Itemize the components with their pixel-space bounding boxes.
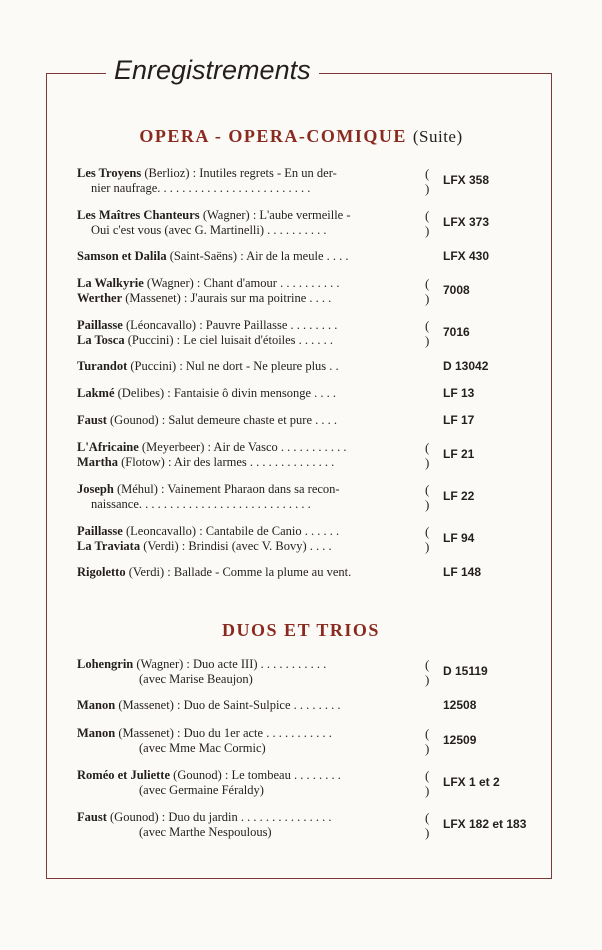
record-entry	[77, 565, 517, 580]
brace-mark: ( )	[425, 726, 430, 756]
section-title-duos	[0, 620, 602, 641]
work-title: La Traviata	[77, 539, 141, 553]
brace-mark: ( )	[425, 440, 430, 470]
catalog-number: D 13042	[443, 359, 489, 373]
entry-description: (Saint-Saëns) : Air de la meule . . . .	[166, 249, 349, 263]
record-entry	[77, 768, 517, 798]
entry-description: (Leoncavallo) : Cantabile de Canio . . . . . .	[122, 524, 340, 538]
brace-mark: ( )	[425, 657, 430, 687]
entry-description: (Gounod) : Le tombeau . . . . . . . .	[170, 768, 341, 782]
catalog-number: LFX 1 et 2	[443, 775, 500, 789]
entry-description: Oui c'est vous (avec G. Martinelli) . . . . . . . . . .	[91, 223, 327, 237]
catalog-number: 12509	[443, 733, 477, 747]
record-entry	[77, 386, 517, 401]
brace-mark: ( )	[425, 208, 430, 238]
record-entry	[77, 657, 517, 687]
record-entry	[77, 208, 517, 238]
section-title-opera	[0, 126, 602, 147]
entry-description: (Léoncavallo) : Pauvre Paillasse . . . . . . . .	[122, 318, 338, 332]
brace-mark: ( )	[425, 276, 430, 306]
work-title: Paillasse	[77, 318, 123, 332]
record-entry	[77, 318, 517, 348]
entry-description: (Delibes) : Fantaisie ô divin mensonge . . . .	[114, 386, 336, 400]
work-title: Les Troyens	[77, 166, 142, 180]
catalog-number: LF 94	[443, 531, 475, 545]
brace-mark: ( )	[425, 810, 430, 840]
work-title: Paillasse	[77, 524, 123, 538]
entry-description: (Berlioz) : Inutiles regrets - En un der-	[141, 166, 337, 180]
work-title: Joseph	[77, 482, 114, 496]
section-title-suffix: (Suite)	[412, 127, 463, 146]
work-title: Les Maîtres Chanteurs	[77, 208, 200, 222]
section-title-text: DUOS ET TRIOS	[222, 620, 380, 640]
catalog-number: LF 22	[443, 489, 475, 503]
catalog-number: LF 148	[443, 565, 482, 579]
record-entry	[77, 698, 517, 713]
entry-description: (Massenet) : Duo de Saint-Sulpice . . . . . . . .	[115, 698, 341, 712]
entry-description: (Méhul) : Vainement Pharaon dans sa recon-	[113, 482, 340, 496]
entry-description: (Massenet) : Duo du 1er acte . . . . . . . . . . .	[115, 726, 332, 740]
entry-description: (Verdi) : Brindisi (avec V. Bovy) . . . .	[140, 539, 332, 553]
entry-description: (Wagner) : Duo acte III) . . . . . . . . . . .	[133, 657, 327, 671]
work-title: Werther	[77, 291, 123, 305]
work-title: Turandot	[77, 359, 128, 373]
catalog-number: LFX 430	[443, 249, 490, 263]
work-title: Roméo et Juliette	[77, 768, 171, 782]
catalog-number: LF 17	[443, 413, 475, 427]
record-entry	[77, 359, 517, 374]
catalog-number: LF 21	[443, 447, 475, 461]
catalog-number: LF 13	[443, 386, 475, 400]
entry-description: (Flotow) : Air des larmes . . . . . . . . . . . . . .	[117, 455, 335, 469]
catalog-number: D 15119	[443, 664, 488, 678]
entry-description: (avec Marise Beaujon)	[139, 672, 253, 686]
catalog-number: LFX 373	[443, 215, 490, 229]
brace-mark: ( )	[425, 482, 430, 512]
record-entry	[77, 276, 517, 306]
catalog-number: LFX 358	[443, 173, 490, 187]
record-entry	[77, 482, 517, 512]
brace-mark: ( )	[425, 768, 430, 798]
work-title: Rigoletto	[77, 565, 126, 579]
catalog-number: 7016	[443, 325, 470, 339]
work-title: Faust	[77, 413, 107, 427]
entry-description: (Puccini) : Le ciel luisait d'étoiles . . . . . .	[124, 333, 334, 347]
work-title: Lakmé	[77, 386, 115, 400]
work-title: Samson et Dalila	[77, 249, 167, 263]
entry-description: (Puccini) : Nul ne dort - Ne pleure plus . .	[127, 359, 339, 373]
work-title: Faust	[77, 810, 107, 824]
entry-description: (Verdi) : Ballade - Comme la plume au vent.	[125, 565, 352, 579]
record-entry	[77, 810, 527, 840]
entry-description: (Meyerbeer) : Air de Vasco . . . . . . . . . . .	[138, 440, 347, 454]
record-entry	[77, 413, 517, 428]
catalog-number: 12508	[443, 698, 477, 712]
record-entry	[77, 249, 517, 264]
entry-description: (Wagner) : L'aube vermeille -	[199, 208, 351, 222]
brace-mark: ( )	[425, 524, 430, 554]
entry-description: (Gounod) : Duo du jardin . . . . . . . . . . . . . . .	[106, 810, 332, 824]
entry-description: naissance. . . . . . . . . . . . . . . . . . . . . . . . . . . .	[91, 497, 311, 511]
work-title: Martha	[77, 455, 118, 469]
record-entry	[77, 726, 517, 756]
work-title: Manon	[77, 698, 116, 712]
work-title: L'Africaine	[77, 440, 139, 454]
brace-mark: ( )	[425, 318, 430, 348]
catalog-number: 7008	[443, 283, 470, 297]
entry-description: (Gounod) : Salut demeure chaste et pure . . . .	[106, 413, 338, 427]
work-title: Lohengrin	[77, 657, 134, 671]
section-title-text: OPERA - OPERA-COMIQUE	[139, 126, 407, 146]
entry-description: (avec Marthe Nespoulous)	[139, 825, 272, 839]
work-title: La Tosca	[77, 333, 125, 347]
record-entry	[77, 440, 517, 470]
entry-description: (avec Germaine Féraldy)	[139, 783, 264, 797]
work-title: Manon	[77, 726, 116, 740]
page-heading: Enregistrements	[106, 52, 319, 88]
record-entry	[77, 524, 517, 554]
entry-description: (avec Mme Mac Cormic)	[139, 741, 266, 755]
work-title: La Walkyrie	[77, 276, 144, 290]
entry-description: (Wagner) : Chant d'amour . . . . . . . . . .	[143, 276, 340, 290]
record-entry	[77, 166, 517, 196]
catalog-number: LFX 182 et 183	[443, 817, 527, 831]
entry-description: (Massenet) : J'aurais sur ma poitrine . . . .	[122, 291, 332, 305]
entry-description: nier naufrage. . . . . . . . . . . . . . . . . . . . . . . . .	[91, 181, 311, 195]
brace-mark: ( )	[425, 166, 430, 196]
